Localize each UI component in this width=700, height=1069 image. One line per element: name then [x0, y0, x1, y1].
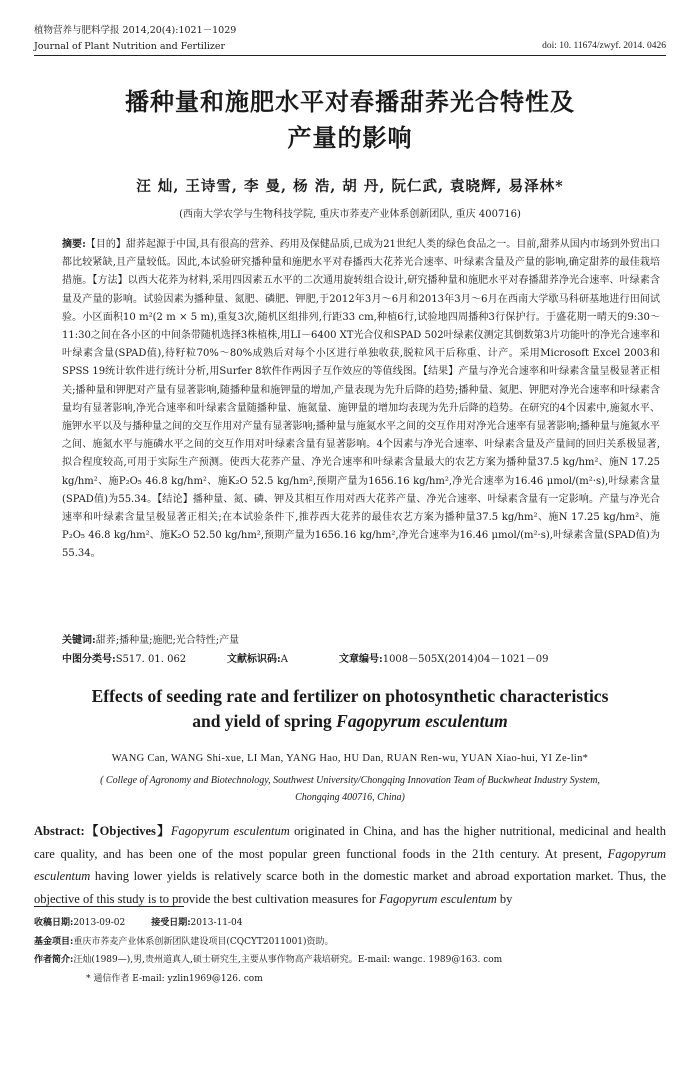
- journal-header-cn: 植物营养与肥料学报 2014,20(4):1021－1029: [34, 25, 237, 36]
- cn-title: [60, 84, 640, 156]
- author-text: 汪灿(1989—),男,贵州道真人,硕士研究生,主要从事作物高产栽培研究。E-mail: wangc. 1989@163. com: [73, 955, 503, 965]
- cn-abstract: [62, 236, 660, 564]
- corresponding-line: * 通信作者 E-mail: yzlin1969@126. com: [86, 973, 263, 984]
- journal-name-en: Journal of Plant Nutrition and Fertilizer: [34, 41, 226, 52]
- cn-keywords-label: 关键词:: [62, 635, 96, 646]
- footnote-rule: [34, 906, 184, 907]
- fund-label: 基金项目:: [34, 936, 74, 947]
- en-abstract-text2: having lower yields is relatively scarce both in the domestic market and abroad exportation market. Thus, the objective of this study is to provide the best cultivation measures for: [34, 869, 666, 906]
- en-abstract-text1: originated in China, and has the higher nutritional, medicinal and health care quality, and has been one of the most popular green functional foods in the 21th century. At present,: [34, 824, 667, 861]
- en-authors: WANG Can, WANG Shi-xue, LI Man, YANG Hao, HU Dan, RUAN Ren-wu, YUAN Xiao-hui, YI Ze-lin*: [111, 753, 589, 764]
- received-date: 2013-09-02: [73, 918, 126, 928]
- cn-affiliation: (西南大学农学与生物科技学院, 重庆市荞麦产业体系创新团队, 重庆 400716): [179, 209, 521, 220]
- cn-authors: 汪 灿, 王诗雪, 李 曼, 杨 浩, 胡 丹, 阮仁武, 袁晓辉, 易泽林*: [136, 178, 564, 195]
- doccode-item: [227, 650, 339, 665]
- author-line: [34, 951, 666, 970]
- footnotes: [34, 914, 666, 988]
- dates-line: [34, 914, 666, 933]
- cn-title-line2: 产量的影响: [287, 123, 413, 152]
- clc-item: [62, 650, 227, 665]
- en-affiliation-line1: ( College of Agronomy and Biotechnology, Southwest University/Chongqing Innovation Team of Buckwheat Industry System,: [100, 775, 600, 786]
- doccode-label: 文献标识码:: [227, 654, 281, 665]
- author-label: 作者简介:: [34, 955, 74, 965]
- cn-keywords-text: 甜荞;播种量;施肥;光合特性;产量: [95, 635, 240, 646]
- clc-value: S517. 01. 062: [115, 654, 187, 665]
- accepted-date: 2013-11-04: [190, 918, 243, 928]
- doi: doi: 10. 11674/zwyf. 2014. 0426: [542, 41, 666, 51]
- en-affiliation: [40, 772, 660, 806]
- cn-abstract-text: 【目的】甜荞起源于中国,具有很高的营养、药用及保健品质,已成为21世纪人类的绿色食品之一。目前,甜荞从国内市场到外贸出口都比较紧缺,且产量较低。因此,本试验研究播种量和施肥水平对春播西大花荞光合速率、叶绿素含量及产量的影响,确定甜荞的最佳栽培措施。【方法】以西大花荞为材料,采用四因素五水平的二次通用旋转组合设计,研究播种量和施肥水平对春播甜荞净光合速率、叶绿素含量及产量的影响。试验因素为播种量、氮肥、磷肥、钾肥,于2012年3月～6月和2013年3月～6月在西南大学歇马科研基地进行田间试验。小区面积10 m²(2 m × 5 m),重复3次,随机区组排列,行距33 cm,种植6行,试验地四周播种3行保护行。于盛花期一晴天的9:30～11:30之间在各小区的中间条带随机选择3株植株,用LI－6400 XT光合仪和SPAD 502叶绿素仪测定其倒数第3片功能叶的净光合速率和叶绿素含量(SPAD值),待籽粒70%～80%成熟后对每个小区进行单独收获,脱粒风干后称重、计产。采用Microsoft Excel 2003和SPSS 19统计软件进行统计分析,用Surfer 8软件作两因子互作效应的等值线图。【结果】产量与净光合速率和叶绿素含量呈极显著正相关;播种量和钾肥对产量有显著影响,随播种量和施钾量的增加,产量表现为先升后降的趋势;播种量、氮肥、钾肥对净光合速率和叶绿素含量均有显著影响,净光合速率和叶绿素含量随播种量、施氮量、施钾量的增加均表现为先升后降的趋势。在研究的4个因素中,施氮水平、施钾水平以及与播种量之间的交互作用对产量有显著影响;播种量与施氮水平之间的交互作用对净光合速率有显著影响;播种量与施氮水平之间、施氮水平与施磷水平之间的交互作用对叶绿素含量有显著影响。4个因素与净光合速率、叶绿素含量及产量间的回归关系极显著,拟合程度较高,可用于实际生产预测。使西大花荞产量、净光合速率和叶绿素含量最大的农艺方案为播种量37.5 kg/hm²、施N 17.25 kg/hm²、施P₂O₅ 46.8 kg/hm²、施K₂O 52.5 kg/hm²,预期产量为1656.16 kg/hm²,净光合速率为16.46 μmol/(m²·s),叶绿素含量(SPAD值)为55.34。【结论】播种量、氮、磷、钾及其相互作用对西大花荞产量、净光合速率、叶绿素含量有一定影响。产量与净光合速率和叶绿素含量呈极显著正相关;在本试验条件下,推荐西大花荞的最佳农艺方案为播种量37.5 kg/hm²、施N 17.25 kg/hm²、施P₂O₅ 46.8 kg/hm²、施K₂O 52.50 kg/hm²,预期产量为1656.16 kg/hm²,净光合速率为16.46 μmol/(m²·s),叶绿素含量(SPAD值)为55.34。: [62, 239, 660, 560]
- article-no-value: 1008－505X(2014)04－1021－09: [382, 654, 549, 665]
- doccode-value: A: [280, 654, 288, 665]
- en-title-line2-plain: and yield of spring: [192, 711, 337, 731]
- cn-keywords: [62, 631, 660, 646]
- fund-text: 重庆市荞麦产业体系创新团队建设项目(CQCYT2011001)资助。: [73, 936, 334, 947]
- cn-classification: [62, 650, 660, 665]
- en-species-3: Fagopyrum esculentum: [379, 891, 497, 906]
- en-title: [50, 684, 650, 734]
- cn-abstract-label: 摘要:: [62, 239, 86, 250]
- en-abstract-text3: by: [499, 891, 513, 906]
- article-label: 文章编号:: [339, 654, 383, 665]
- en-title-line2-italic: Fagopyrum esculentum: [336, 711, 508, 731]
- cn-title-line1: 播种量和施肥水平对春播甜荞光合特性及: [125, 87, 575, 116]
- en-affiliation-line2: Chongqing 400716, China): [295, 792, 405, 803]
- received-label: 收稿日期:: [34, 918, 74, 928]
- en-title-line1: Effects of seeding rate and fertilizer on photosynthetic characteristics: [91, 686, 609, 706]
- en-abstract: [34, 820, 666, 910]
- en-species-1: Fagopyrum esculentum: [170, 824, 290, 838]
- clc-label: 中图分类号:: [62, 654, 116, 665]
- en-title-line2: [50, 709, 650, 734]
- article-no-item: [339, 650, 549, 665]
- fund-line: [34, 933, 666, 952]
- en-abstract-label: Abstract:: [34, 824, 85, 838]
- accepted-label: 接受日期:: [151, 918, 191, 928]
- journal-header-en-row: [34, 40, 666, 53]
- en-abstract-objectives: 【Objectives】: [84, 824, 171, 838]
- en-species-2: Fagopyrum esculentum: [34, 846, 666, 883]
- header-rule: [34, 55, 666, 56]
